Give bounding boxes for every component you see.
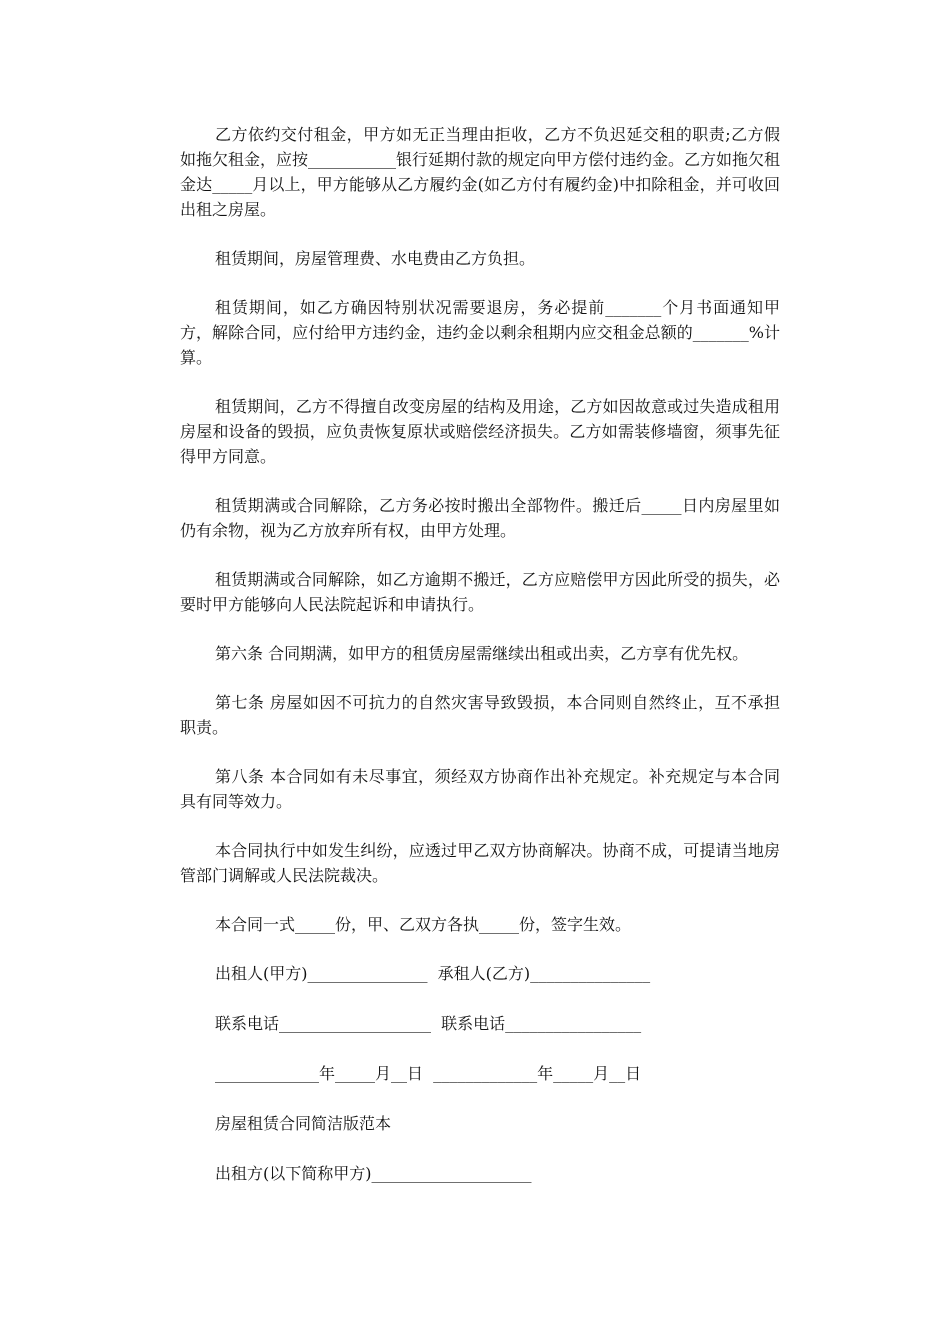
paragraph-structure-changes: 租赁期间，乙方不得擅自改变房屋的结构及用途，乙方如因故意或过失造成租用房屋和设备的毁损，应负责恢复原状或赔偿经济损失。乙方如需装修墙窗，须事先征得甲方同意。 [180, 397, 780, 466]
paragraph-overstay: 租赁期满或合同解除，如乙方逾期不搬迁，乙方应赔偿甲方因此所受的损失，必要时甲方能够向人民法院起诉和申请执行。 [180, 570, 780, 614]
paragraph-fees: 租赁期间，房屋管理费、水电费由乙方负担。 [215, 249, 536, 268]
article-eight: 第八条 本合同如有未尽事宜，须经双方协商作出补充规定。补充规定与本合同具有同等效力。 [180, 767, 780, 811]
article-seven: 第七条 房屋如因不可抗力的自然灾害导致毁损，本合同则自然终止，互不承担职责。 [180, 693, 780, 737]
paragraph-disputes: 本合同执行中如发生纠纷，应透过甲乙双方协商解决。协商不成，可提请当地房管部门调解或人民法院裁决。 [180, 841, 780, 885]
paragraph-early-termination: 租赁期间，如乙方确因特别状况需要退房，务必提前_______个月书面通知甲方，解除合同，应付给甲方违约金，违约金以剩余租期内应交租金总额的_______%计算。 [180, 298, 780, 367]
article-six: 第六条 合同期满，如甲方的租赁房屋需继续出租或出卖，乙方享有优先权。 [215, 644, 749, 663]
paragraph-move-out: 租赁期满或合同解除，乙方务必按时搬出全部物件。搬迁后_____日内房屋里如仍有余物，视为乙方放弃所有权，由甲方处理。 [180, 496, 780, 540]
document-body [180, 122, 780, 1211]
paragraph-copies: 本合同一式_____份，甲、乙双方各执_____份，签字生效。 [215, 915, 632, 934]
paragraph-late-rent: 乙方依约交付租金，甲方如无正当理由拒收，乙方不负迟延交租的职责;乙方假如拖欠租金，应按___________银行延期付款的规定向甲方偿付违约金。乙方如拖欠租金达_____月以上，甲方能够从乙方履约金(如乙方付有履约金)中扣除租金，并可收回出租之房屋。 [180, 125, 781, 219]
section-title: 房屋租赁合同简洁版范本 [215, 1114, 392, 1133]
signature-date-line: _____________年_____月__日 _____________年_____月__日 [215, 1064, 642, 1083]
signature-phone-line: 联系电话___________________ 联系电话_________________ [215, 1014, 642, 1033]
lessor-line: 出租方(以下简称甲方)____________________ [215, 1164, 532, 1183]
signature-parties-line: 出租人(甲方)_______________ 承租人(乙方)_______________ [215, 964, 651, 983]
